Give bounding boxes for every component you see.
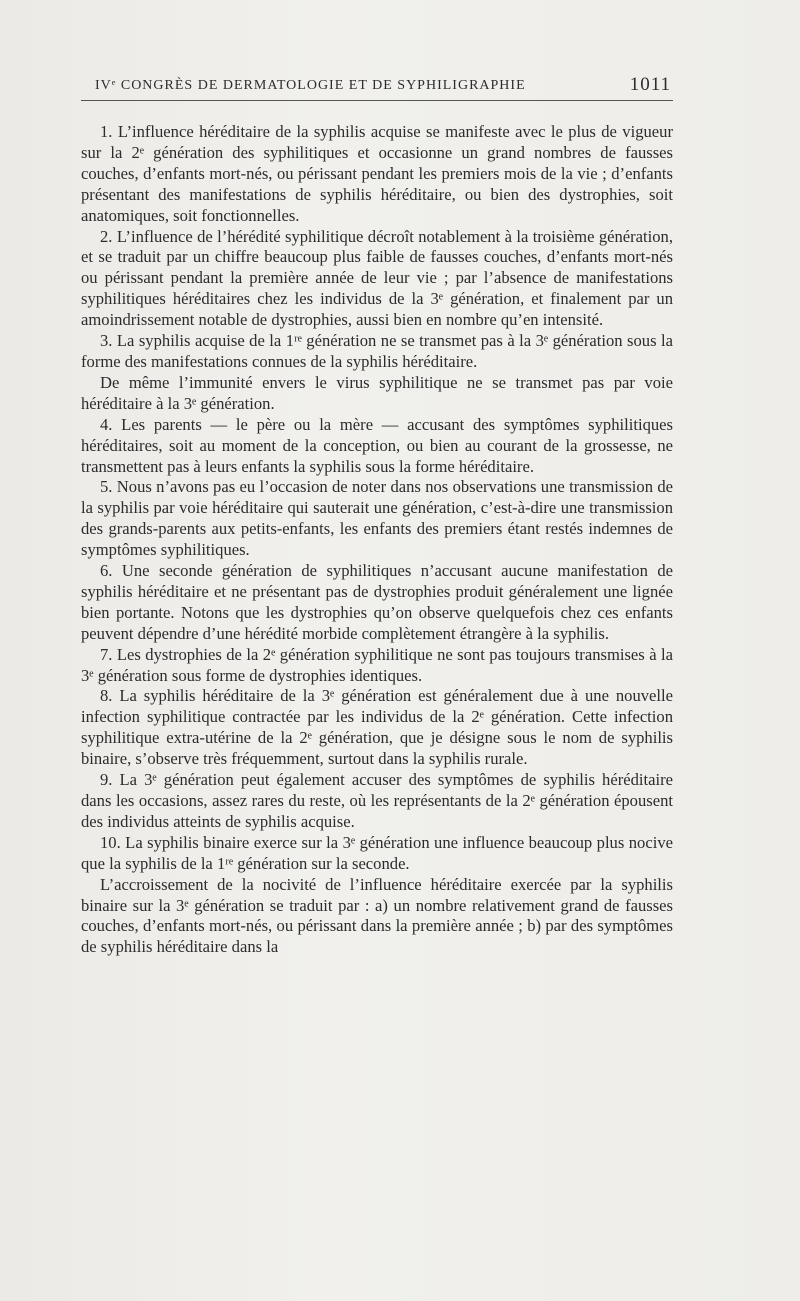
paragraph-7: 7. Les dystrophies de la 2ᵉ génération syphilitique ne sont pas toujours transmises à la 3ᵉ génération sous forme de dystrophies identiques. bbox=[81, 644, 673, 685]
paragraph-9: 9. La 3ᵉ génération peut également accuser des symptômes de syphilis héréditaire dans les occasions, assez rares du reste, où les représentants de la 2ᵉ génération épousent des individus atteints de syphilis acquise. bbox=[81, 770, 673, 831]
body-text bbox=[81, 122, 673, 958]
paragraph-1: 1. L’influence héréditaire de la syphilis acquise se manifeste avec le plus de vigueur sur la 2ᵉ génération des syphilitiques et occasionne un grand nombres de fausses couches, d’enfants mort-nés, ou périssant pendant les premiers mois de la vie ; d’enfants présentant des manifestations de syphilis héréditaire, ou bien des dystrophies, soit anatomiques, soit fonctionnelles. bbox=[81, 122, 673, 225]
paragraph-8: 8. La syphilis héréditaire de la 3ᵉ génération est généralement due à une nouvelle infection syphilitique contractée par les individus de la 2ᵉ génération. Cette infection syphilitique extra-utérine de la 2ᵉ génération, que je désigne sous le nom de syphilis binaire, s’observe très fréquemment, surtout dans la syphilis rurale. bbox=[81, 686, 673, 769]
paragraph-3-continued: De même l’immunité envers le virus syphilitique ne se transmet pas par voie héréditaire à la 3ᵉ génération. bbox=[81, 372, 673, 413]
paragraph-10: 10. La syphilis binaire exerce sur la 3ᵉ génération une influence beaucoup plus nocive que la syphilis de la 1ʳᵉ génération sur la seconde. bbox=[81, 832, 673, 873]
paragraph-5: 5. Nous n’avons pas eu l’occasion de noter dans nos observations une transmission de la syphilis par voie héréditaire qui sauterait une génération, c’est-à-dire une transmission des grands-parents aux petits-enfants, les enfants des premiers étant restés indemnes de symptômes syphilitiques. bbox=[81, 477, 673, 560]
paragraph-3: 3. La syphilis acquise de la 1ʳᵉ génération ne se transmet pas à la 3ᵉ génération sous la forme des manifestations connues de la syphilis héréditaire. bbox=[81, 331, 673, 371]
running-title: IVᵉ CONGRÈS DE DERMATOLOGIE ET DE SYPHILIGRAPHIE bbox=[95, 78, 526, 93]
paragraph-2: 2. L’influence de l’hérédité syphilitique décroît notablement à la troisième génération, et se traduit par un chiffre beaucoup plus faible de fausses couches, d’enfants mort-nés ou périssant pendant la première année de leur vie ; par l’absence de manifestations syphilitiques héréditaires chez les individus de la 3ᵉ génération, et finalement par un amoindrissement notable de dystrophies, aussi bien en nombre qu’en intensité. bbox=[81, 226, 673, 330]
paragraph-4: 4. Les parents — le père ou la mère — accusant des symptômes syphilitiques héréditaires, soit au moment de la conception, ou bien au courant de la grossesse, ne transmettent pas à leurs enfants la syphilis sous la forme héréditaire. bbox=[81, 414, 673, 476]
paragraph-10-continued: L’accroissement de la nocivité de l’influence héréditaire exercée par la syphilis binaire sur la 3ᵉ génération se traduit par : a) un nombre relativement grand de fausses couches, d’enfants mort-nés, ou périssant dans la première année ; b) par des symptômes de syphilis héréditaire dans la bbox=[81, 874, 673, 957]
running-header bbox=[81, 76, 673, 101]
paragraph-6: 6. Une seconde génération de syphilitiques n’accusant aucune manifestation de syphilis héréditaire et ne présentant pas de dystrophies produit généralement une lignée bien portante. Notons que les dystrophies qu’on observe quelquefois chez ces enfants peuvent dépendre d’une hérédité morbide complètement étrangère à la syphilis. bbox=[81, 561, 673, 643]
page-number: 1011 bbox=[629, 74, 671, 95]
